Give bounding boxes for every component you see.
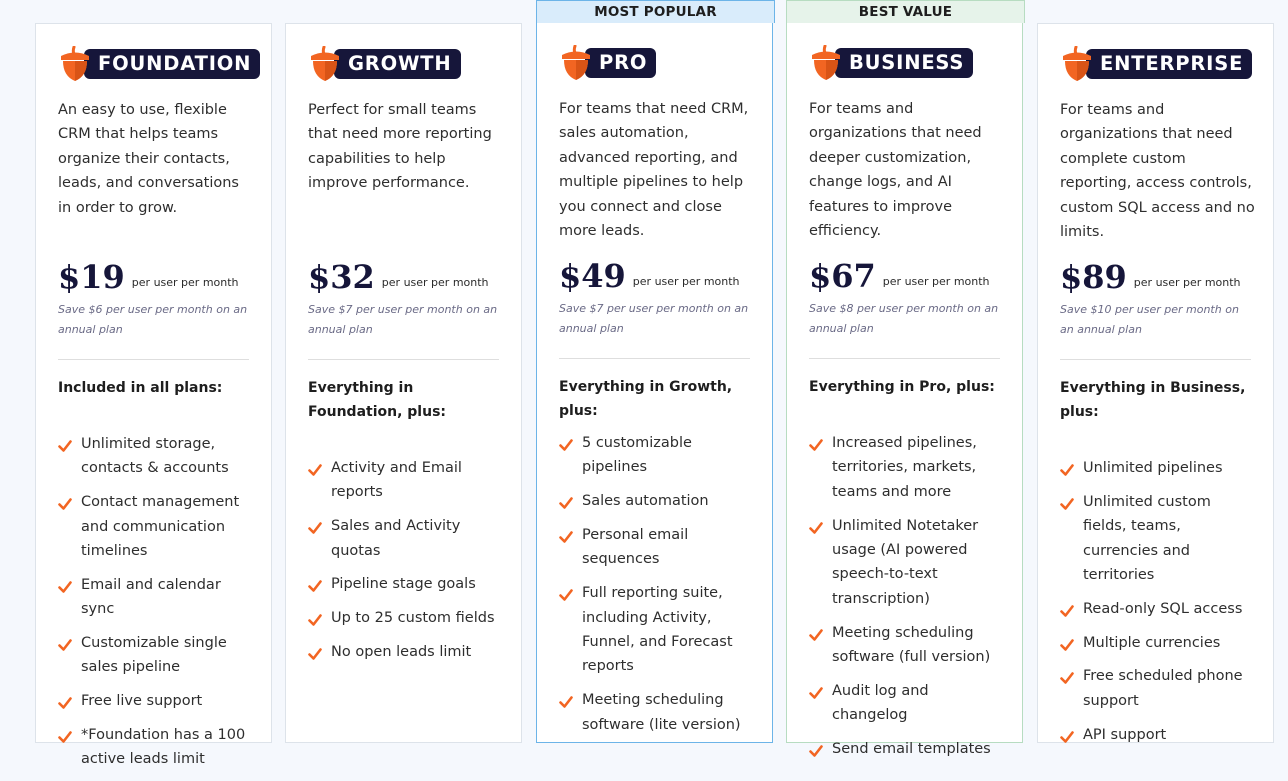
feature-item	[308, 456, 499, 505]
feature-item	[308, 606, 499, 630]
ribbon-business: BEST VALUE	[786, 0, 1025, 23]
checkmark-icon	[1060, 669, 1074, 683]
acorn-icon	[1060, 46, 1094, 82]
feature-text: Unlimited storage, contacts & accounts	[81, 436, 229, 477]
plan-name: ENTERPRISE	[1086, 49, 1252, 79]
plan-price: $19	[58, 258, 125, 296]
acorn-icon	[58, 46, 92, 82]
plan-name: PRO	[585, 48, 656, 78]
feature-item	[1060, 490, 1251, 588]
acorn-icon	[308, 46, 342, 82]
feature-item	[58, 689, 249, 713]
feature-text: Free live support	[81, 693, 203, 710]
plan-badge	[1060, 46, 1252, 82]
included-heading: Everything in Business, plus:	[1060, 380, 1246, 420]
feature-text: Full reporting suite, including Activity, Funnel, and Forecast reports	[582, 585, 733, 675]
included-heading: Everything in Foundation, plus:	[308, 380, 447, 420]
feature-text: Sales automation	[582, 493, 709, 510]
feature-item	[58, 432, 249, 481]
feature-item	[809, 621, 1000, 670]
feature-item	[559, 688, 750, 737]
feature-item	[308, 514, 499, 563]
plan-description: Perfect for small teams that need more reporting capabilities to help improve performance.	[308, 102, 492, 192]
plan-badge	[809, 45, 973, 81]
feature-item	[1060, 723, 1251, 747]
included-heading: Everything in Pro, plus:	[809, 379, 995, 395]
feature-item	[809, 679, 1000, 728]
plan-badge	[58, 46, 260, 82]
feature-text: Up to 25 custom fields	[331, 610, 495, 627]
feature-item	[559, 581, 750, 679]
plan-card-growth	[285, 23, 522, 743]
feature-list	[809, 431, 1000, 771]
divider	[809, 358, 1000, 359]
price-row	[1060, 256, 1241, 298]
divider	[308, 359, 499, 360]
checkmark-icon	[58, 437, 72, 451]
checkmark-icon	[308, 645, 322, 659]
feature-item	[1060, 664, 1251, 713]
feature-item	[308, 640, 499, 664]
plan-price: $32	[308, 258, 375, 296]
feature-list	[1060, 456, 1251, 756]
feature-text: Activity and Email reports	[331, 460, 462, 501]
checkmark-icon	[1060, 461, 1074, 475]
feature-text: 5 customizable pipelines	[582, 435, 692, 476]
feature-item	[559, 489, 750, 513]
feature-item	[809, 514, 1000, 612]
feature-text: Sales and Activity quotas	[331, 518, 461, 559]
plan-description: For teams that need CRM, sales automation, advanced reporting, and multiple pipelines to help you connect and close more leads.	[559, 101, 749, 240]
feature-item	[559, 431, 750, 480]
plan-badge	[559, 45, 656, 81]
checkmark-icon	[809, 742, 823, 756]
checkmark-icon	[58, 578, 72, 592]
price-row	[809, 255, 990, 297]
feature-item	[58, 490, 249, 563]
checkmark-icon	[58, 728, 72, 742]
checkmark-icon	[559, 586, 573, 600]
feature-text: Pipeline stage goals	[331, 576, 476, 593]
plan-price: $89	[1060, 258, 1127, 296]
acorn-icon	[809, 45, 843, 81]
feature-list	[308, 456, 499, 674]
feature-text: No open leads limit	[331, 644, 472, 660]
checkmark-icon	[1060, 636, 1074, 650]
feature-item	[58, 723, 249, 772]
ribbon-pro: MOST POPULAR	[536, 0, 775, 23]
divider	[1060, 359, 1251, 360]
checkmark-icon	[1060, 728, 1074, 742]
checkmark-icon	[809, 519, 823, 533]
feature-text: Free scheduled phone support	[1083, 668, 1243, 709]
plan-price: $67	[809, 257, 876, 295]
annual-savings: Save $7 per user per month on an annual plan	[559, 302, 749, 335]
annual-savings: Save $8 per user per month on an annual plan	[809, 302, 999, 335]
feature-text: Audit log and changelog	[832, 682, 929, 724]
feature-item	[809, 737, 1000, 761]
checkmark-icon	[1060, 602, 1074, 616]
feature-item	[1060, 597, 1251, 621]
plan-name: GROWTH	[334, 49, 461, 79]
included-heading: Everything in Growth, plus:	[559, 379, 733, 419]
acorn-icon	[559, 45, 593, 81]
feature-item	[308, 572, 499, 596]
feature-text: Increased pipelines, territories, markets, teams and more	[832, 435, 977, 500]
plan-badge	[308, 46, 461, 82]
price-row	[308, 256, 489, 298]
divider	[58, 359, 249, 360]
plan-price: $49	[559, 257, 626, 295]
feature-item	[1060, 631, 1251, 655]
checkmark-icon	[559, 436, 573, 450]
feature-text: Multiple currencies	[1083, 634, 1221, 651]
feature-list	[559, 431, 750, 746]
feature-text: *Foundation has a 100 active leads limit	[81, 727, 246, 768]
price-period: per user per month	[882, 275, 990, 288]
plan-card-pro	[536, 23, 773, 743]
checkmark-icon	[58, 694, 72, 708]
feature-text: Read-only SQL access	[1083, 600, 1243, 617]
plan-description: For teams and organizations that need deeper customization, change logs, and AI features to improve efficiency.	[809, 101, 982, 240]
checkmark-icon	[308, 461, 322, 475]
plan-card-enterprise	[1037, 23, 1274, 743]
checkmark-icon	[559, 528, 573, 542]
feature-text: Personal email sequences	[582, 527, 689, 568]
checkmark-icon	[809, 436, 823, 450]
checkmark-icon	[58, 495, 72, 509]
plan-name: FOUNDATION	[84, 49, 260, 79]
feature-text: API support	[1083, 726, 1167, 743]
feature-text: Unlimited custom fields, teams, currencies and territories	[1083, 493, 1211, 584]
price-period: per user per month	[1133, 276, 1241, 289]
feature-text: Unlimited pipelines	[1083, 460, 1223, 476]
feature-item	[559, 523, 750, 572]
feature-item	[58, 573, 249, 622]
feature-text: Meeting scheduling software (full version)	[832, 624, 991, 666]
feature-text: Meeting scheduling software (lite version)	[582, 692, 741, 733]
feature-text: Email and calendar sync	[81, 576, 221, 618]
plan-card-business	[786, 23, 1023, 758]
price-period: per user per month	[131, 276, 239, 289]
annual-savings: Save $7 per user per month on an annual plan	[308, 303, 498, 336]
feature-item	[809, 431, 1000, 504]
feature-text: Send email templates	[832, 741, 991, 758]
checkmark-icon	[308, 577, 322, 591]
checkmark-icon	[58, 636, 72, 650]
checkmark-icon	[308, 519, 322, 533]
price-period: per user per month	[381, 276, 489, 289]
checkmark-icon	[559, 494, 573, 508]
plan-description: For teams and organizations that need complete custom reporting, access controls, custom SQL access and no limits.	[1060, 102, 1255, 241]
checkmark-icon	[559, 693, 573, 707]
checkmark-icon	[809, 684, 823, 698]
plan-description: An easy to use, flexible CRM that helps teams organize their contacts, leads, and conversations in order to grow.	[58, 102, 239, 216]
price-row	[58, 256, 239, 298]
feature-list	[58, 432, 249, 781]
included-heading: Included in all plans:	[58, 380, 223, 396]
annual-savings: Save $6 per user per month on an annual plan	[58, 303, 248, 336]
divider	[559, 358, 750, 359]
checkmark-icon	[1060, 495, 1074, 509]
feature-text: Customizable single sales pipeline	[81, 635, 227, 676]
checkmark-icon	[308, 611, 322, 625]
annual-savings: Save $10 per user per month on an annual plan	[1060, 303, 1239, 336]
plan-card-foundation	[35, 23, 272, 768]
price-row	[559, 255, 740, 297]
feature-item	[58, 631, 249, 680]
plan-name: BUSINESS	[835, 48, 973, 78]
feature-item	[1060, 456, 1251, 480]
feature-text: Contact management and communication timelines	[81, 494, 240, 560]
price-period: per user per month	[632, 275, 740, 288]
checkmark-icon	[809, 626, 823, 640]
feature-text: Unlimited Notetaker usage (AI powered speech-to-text transcription)	[832, 517, 979, 607]
